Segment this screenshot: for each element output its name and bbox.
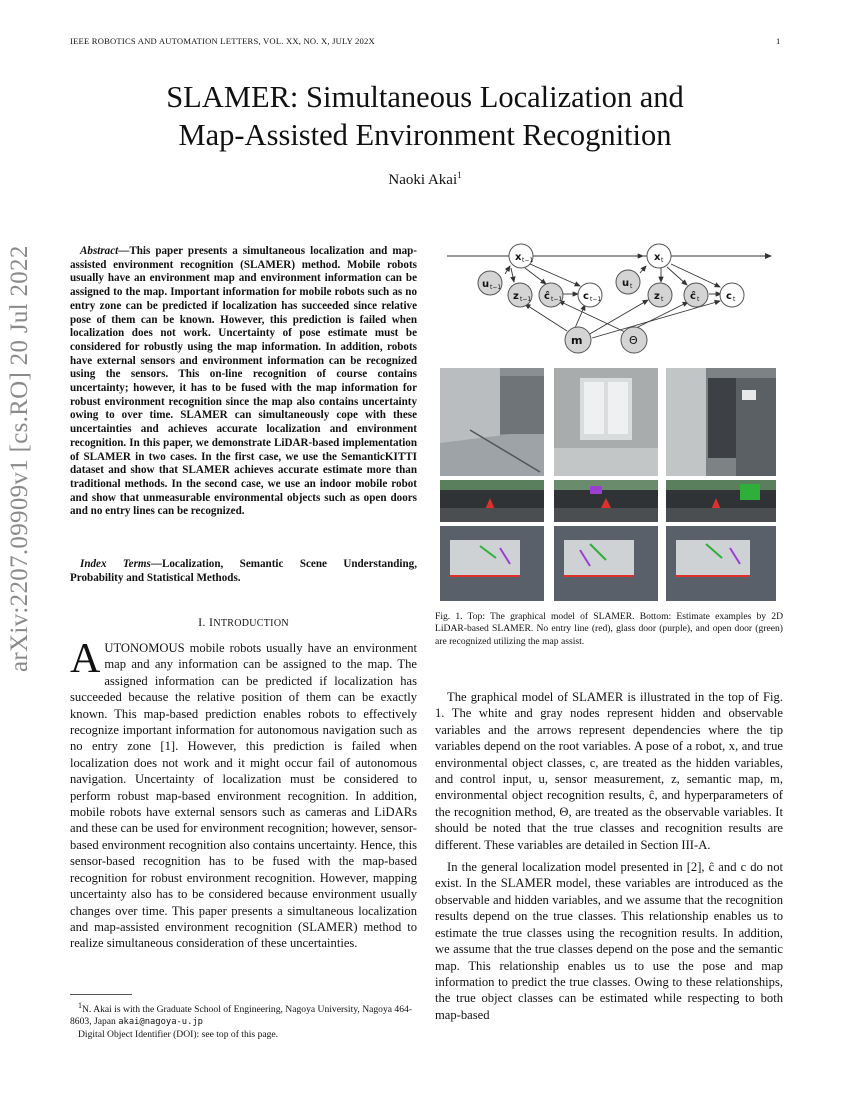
- photo-glass-door: [554, 368, 658, 476]
- svg-text:t: t: [733, 296, 736, 303]
- footnote: [70, 1000, 417, 1041]
- title-line-2: Map-Assisted Environment Recognition: [178, 118, 672, 152]
- svg-text:ĉ: ĉ: [544, 291, 550, 302]
- svg-text:c: c: [726, 291, 732, 302]
- lidar-view-3: [666, 480, 776, 522]
- svg-text:ĉ: ĉ: [690, 291, 696, 302]
- section-number: I.: [198, 615, 206, 629]
- abstract: [70, 245, 417, 519]
- svg-text:t−1: t−1: [590, 296, 602, 303]
- abstract-text: —This paper presents a simultaneous localization and map-assisted environment recognition (SLAMER) method. Mobile robots usually have an environment map and environment information can be assigned to the map. Important information for mobile robots such as no entry zone can be predicted if localization has succeeded since relative pose of them can be known. However, this prediction is failed when localization does not work. Uncertainty of pose estimate must be considered for robustly using the map information. In addition, robots have external sensors and environment information can be recognized using the sensors. This on-line recognition of course contains uncertainty; however, it has to be fused with the map information for robust environment recognition since the map also contains uncertainty owing to over time. SLAMER can simultaneously cope with these uncertainties and achieves accurate localization and environment recognition. In this paper, we demonstrate LiDAR-based implementation of SLAMER in two cases. In the first case, we use the SemanticKITTI dataset and show that SLAMER achieves accurate estimate more than traditional methods. In the second case, we use an indoor mobile robot and show that unmeasurable environmental objects such as open doors and no entry lines can be recognized.: [70, 245, 417, 518]
- footnote-doi: Digital Object Identifier (DOI): see top of this page.: [78, 1028, 279, 1040]
- footnote-mark: 1: [78, 1001, 82, 1010]
- map-view-2: [554, 526, 658, 601]
- right-paragraph-1: The graphical model of SLAMER is illustrated in the top of Fig. 1. The white and gray nodes represent hidden and observable variables and the arrows represent dependencies where the tip variables depend on the root variables. A pose of a robot, x, and true environmental object classes, c, are treated as the hidden variables, and control input, u, sensor measurement, z, semantic map, m, environmental object recognition results, ĉ, and hyperparameters of the recognition method, Θ, are treated as the observable variables. It should be noted that the true classes and recognition results are different. These variables are detailed in Section III-A.: [435, 690, 783, 852]
- node-theta: [621, 327, 647, 353]
- svg-text:t: t: [697, 296, 700, 303]
- node-u-prev: [478, 271, 502, 295]
- section-heading: [70, 615, 417, 630]
- node-c-prev: [578, 283, 602, 307]
- page-number: 1: [776, 36, 781, 46]
- node-chat-t: [684, 283, 708, 307]
- footnote-email: akai@nagoya-u.jp: [118, 1017, 203, 1028]
- svg-text:t: t: [630, 283, 633, 290]
- node-c-t: [720, 283, 744, 307]
- figure-caption: Fig. 1. Top: The graphical model of SLAMER. Bottom: Estimate examples by 2D LiDAR-based SLAMER. No entry line (red), glass door (purple), and open door (green) are recognized utilizing the map assist.: [435, 611, 783, 647]
- svg-text:t−1: t−1: [520, 296, 532, 303]
- svg-text:u: u: [622, 278, 630, 289]
- lidar-view-2: [554, 480, 658, 522]
- photo-corridor-1: [440, 368, 544, 476]
- node-u-t: [616, 270, 640, 294]
- node-m: [565, 327, 591, 353]
- footnote-text: N. Akai is with the Graduate School of Engineering, Nagoya University, Nagoya 464-8603, Japan: [70, 1004, 413, 1028]
- running-header: IEEE ROBOTICS AND AUTOMATION LETTERS, VOL. XX, NO. X, JULY 202X: [70, 36, 375, 46]
- svg-text:c: c: [583, 291, 589, 302]
- author: [60, 170, 790, 189]
- estimate-examples-figure: [440, 368, 776, 601]
- abstract-label: Abstract: [80, 245, 119, 257]
- intro-first-word: UTONOMOUS: [104, 641, 185, 655]
- svg-text:x: x: [515, 252, 522, 263]
- svg-text:x: x: [654, 252, 661, 263]
- author-name: Naoki Akai: [388, 172, 458, 188]
- map-view-3: [666, 526, 776, 601]
- node-chat-prev: [539, 283, 563, 307]
- right-column-text: [435, 689, 783, 1023]
- svg-text:z: z: [513, 291, 519, 302]
- svg-text:t: t: [661, 296, 664, 303]
- svg-text:z: z: [654, 291, 660, 302]
- drop-cap: A: [70, 636, 101, 682]
- photo-open-door: [666, 368, 776, 476]
- svg-text:t−1: t−1: [551, 296, 563, 303]
- intro-paragraph: [70, 636, 417, 952]
- index-terms-text: —Localization, Semantic Scene Understanding, Probability and Statistical Methods.: [70, 558, 417, 584]
- index-terms: [70, 558, 417, 585]
- svg-text:t−1: t−1: [490, 284, 502, 291]
- arxiv-identifier: arXiv:2207.09909v1 [cs.RO] 20 Jul 2022: [6, 245, 33, 672]
- node-x-t: [647, 244, 671, 268]
- author-mark: 1: [457, 170, 462, 180]
- paper-title: [60, 78, 790, 154]
- svg-text:t: t: [661, 257, 664, 264]
- title-line-1: SLAMER: Simultaneous Localization and: [166, 80, 684, 114]
- node-z-t: [648, 283, 672, 307]
- svg-text:Θ: Θ: [629, 334, 638, 347]
- graphical-model-figure: [435, 238, 780, 363]
- section-title-rest: NTRODUCTION: [213, 618, 289, 629]
- map-view-1: [440, 526, 544, 601]
- svg-text:t−1: t−1: [522, 257, 534, 264]
- svg-text:u: u: [482, 279, 490, 290]
- right-paragraph-2: In the general localization model presented in [2], ĉ and c do not exist. In the SLAMER model, these variables are introduced as the observable and hidden variables, and we assume that the recognition results depend on the true classes. This relationship enables us to estimate the true classes using the recognition results. In addition, we assume that the true classes depend on the pose and the semantic map. This relationship enables us to use the pose and map information to predict the true classes. Owing to these relationships, the true object classes can be estimated while respecting to both map-based: [435, 860, 783, 1022]
- node-z-prev: [508, 283, 532, 307]
- footnote-rule: [70, 994, 132, 995]
- lidar-view-1: [440, 480, 544, 522]
- svg-text:m: m: [571, 334, 583, 347]
- section-title-first: I: [209, 615, 214, 629]
- intro-text: mobile robots usually have an environment map and any information can be assigned to the map. The assigned information can be predicted if localization has succeeded because the relative position of them can be exactly known. This map-based prediction enables robots to effectively recognize important information for autonomous navigation such as no entry zone [1]. However, this prediction is failed when localization does not work and it might occur fail of autonomous navigation. Uncertainty of localization must be considered to perform robust map-based environment recognition. In addition, mobile robots have external sensors such as cameras and LiDARs and these can be used for environment recognition; however, sensor-based environment recognition also contains uncertainty. Hence, this sensor-based recognition has to be fused with the map-based recognition for robust environment recognition. However, mapping uncertainty also has to be considered because environment usually changes over time. This paper presents a simultaneous localization and map-assisted environment recognition (SLAMER) method to realize simultaneous consideration of these uncertainties.: [70, 641, 417, 951]
- node-x-prev: [509, 244, 533, 268]
- index-terms-label: Index Terms: [80, 558, 151, 570]
